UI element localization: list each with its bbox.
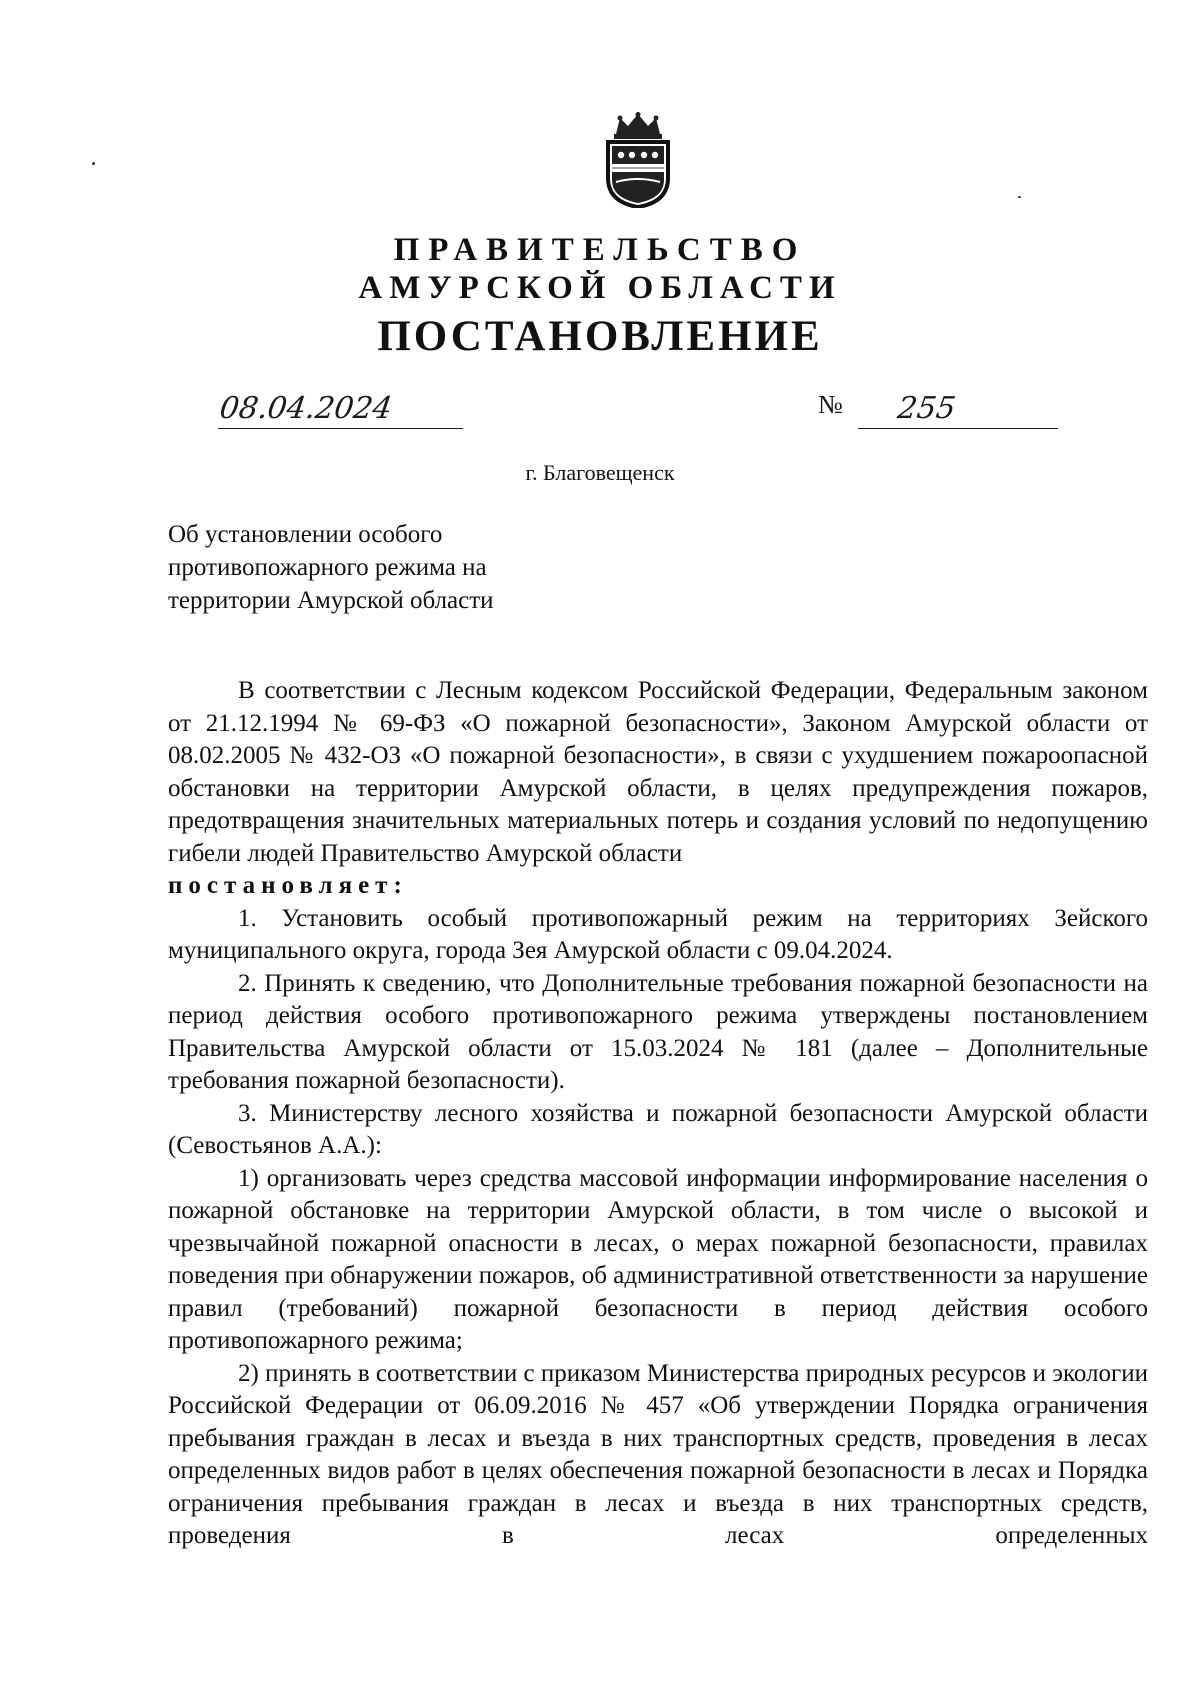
number-field [858,388,1058,429]
item-3-paragraph: 3. Министерству лесного хозяйства и пожарной безопасности Амурской области (Севостьянов А.А.): [168,1099,1148,1159]
handwritten-date: 08.04.2024 [217,391,395,426]
date-field [218,388,463,429]
document-subject [168,518,588,617]
subject-line: противопожарного режима на [168,554,487,581]
document-type-title: ПОСТАНОВЛЕНИЕ [377,313,823,360]
organization-name-line2: АМУРСКОЙ ОБЛАСТИ [358,270,842,306]
number-sign: № [818,390,843,419]
organization-name-line1: ПРАВИТЕЛЬСТВО [393,232,807,268]
item-3-2-paragraph: 2) принять в соответствии с приказом Министерства природных ресурсов и экологии Российской Федерации от 06.09.2016 № 457 «Об утверждении Порядка ограничения пребывания граждан в лесах и въезда в них транспортных средств, проведения в лесах определенных видов работ в целях обеспечения пожарной безопасности в лесах и Порядка ограничения пребывания граждан в лесах и въезда в них транспортных средств, проведения в лесах определенных [168,1359,1148,1549]
resolves-heading: постановляет: [168,872,408,899]
document-body [168,675,1148,1553]
coat-of-arms-emblem [602,112,674,208]
preamble-paragraph: В соответствии с Лесным кодексом Российской Федерации, Федеральным законом от 21.12.1994 № 69-ФЗ «О пожарной безопасности», Законом Амурской области от 08.02.2005 № 432-ОЗ «О пожарной безопасности», в связи с ухудшением пожароопасной обстановки на территории Амурской области, в целях предупреждения пожаров, предотвращения значительных материальных потерь и создания условий по недопущению гибели людей Правительство Амурской области [168,677,1148,867]
subject-line: Об установлении особого [168,521,443,548]
scan-speck [1018,196,1021,198]
subject-line: территории Амурской области [168,587,494,614]
handwritten-number: 255 [895,391,958,426]
scan-speck [92,162,95,165]
item-2-paragraph: 2. Принять к сведению, что Дополнительные требования пожарной безопасности на период действия особого противопожарного режима утверждены постановлением Правительства Амурской области от 15.03.2024 № 181 (далее – Дополнительные требования пожарной безопасности). [168,969,1148,1094]
item-1-paragraph: 1. Установить особый противопожарный режим на территориях Зейского муниципального округа, города Зея Амурской области с 09.04.2024. [168,904,1148,964]
item-3-1-paragraph: 1) организовать через средства массовой информации информирование населения о пожарной обстановке на территории Амурской области, в том числе о высокой и чрезвычайной пожарной опасности в лесах, о мерах пожарной безопасности, правилах поведения при обнаружении пожаров, об административной ответственности за нарушение правил (требований) пожарной безопасности в период действия особого противопожарного режима; [168,1164,1148,1354]
city-line: г. Благовещенск [525,460,675,485]
